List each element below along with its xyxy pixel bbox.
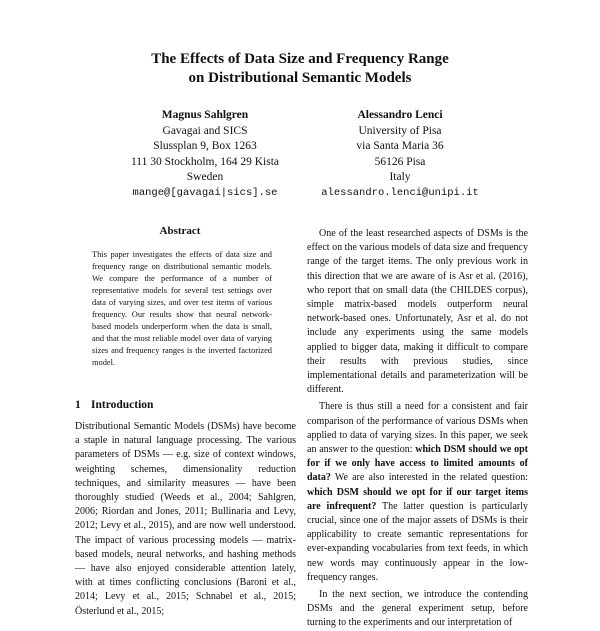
research-question-2: which DSM should we opt for if our target items are infrequent? (307, 486, 528, 512)
paragraph-text: The latter question is particularly crucial, since one of the major assets of DSMs is their applicability to create semantic representations for ever-expanding vocabularies from text feeds, in which new words may continuously appear in the low-frequency ranges. (307, 500, 528, 583)
author-name: Magnus Sahlgren (161, 109, 249, 121)
author-address-line: 56126 Pisa (374, 155, 426, 168)
author-address-line: Slussplan 9, Box 1263 (153, 140, 257, 152)
paper-title (0, 50, 600, 88)
body-paragraph: One of the least researched aspects of DSMs is the effect on the various models of data size and frequency range of the target items. The only previous work in this direction that we are aware of is Asr et al. (2016), who report that on small data (the CHILDES corpus), simple matrix-based models outperform neural network-based ones. Unfortunately, Asr et al. do not include any experiments using the same models applied to bigger data, making it difficult to compare their results with previous studies, since implementational details and parameterization will be different. (307, 228, 528, 396)
section-number: 1 (75, 399, 81, 411)
author-country: Italy (389, 171, 411, 183)
introduction-paragraph: Distributional Semantic Models (DSMs) have become a staple in natural language processing. The various parameters of DSMs — e.g. size of context windows, weighting schemes, dimensionality reduction techniques, and similarity measures — have been thoroughly studied (Weeds et al., 2004; Sahlgren, 2006; Riordan and Jones, 2011; Bullinaria and Levy, 2012; Levy et al., 2015), and are now well understood. The impact of various processing models — matrix-based models, neural networks, and hashing methods — have also enjoyed considerable attention lately, with at times conflicting conclusions (Baroni et al., 2014; Levy et al., 2015; Schnabel et al., 2015; Österlund et al., 2015; (75, 421, 296, 617)
author-affiliation: University of Pisa (358, 124, 442, 137)
body-paragraph: In the next section, we introduce the contending DSMs and the general experiment setup, before turning to the experiments and our interpretation of (307, 589, 528, 629)
title-line-2: on Distributional Semantic Models (188, 70, 412, 86)
right-column-body (307, 227, 528, 631)
section-title: Introduction (91, 399, 154, 411)
title-line-1: The Effects of Data Size and Frequency Range (151, 51, 449, 67)
author-affiliation: Gavagai and SICS (162, 124, 248, 137)
abstract-heading: Abstract (159, 225, 201, 237)
section-heading-introduction (75, 399, 153, 411)
abstract-text: This paper investigates the effects of data size and frequency range on distributional semantic models. We compare the performance of a number of representative models for several test settings over data of varying sizes, and over test items of various frequency. Our results show that neural network-based models underperform when the data is small, and that the most reliable model over data of varying sizes and frequency ranges is the inverted factorized model. (92, 250, 272, 367)
author-country: Sweden (186, 171, 224, 183)
paragraph-text: We are also interested in the related question: (334, 472, 528, 484)
left-column-body (75, 420, 296, 619)
author-name: Alessandro Lenci (357, 109, 443, 121)
author-email: alessandro.lenci@unipi.it (321, 186, 479, 199)
research-question-1: which DSM should we opt for if we only have access to limited amounts of data? (307, 444, 528, 484)
author-address-line: 111 30 Stockholm, 164 29 Kista (130, 155, 279, 168)
author-block-sahlgren (95, 108, 315, 201)
paragraph-text: There is thus still a need for a consistent and fair comparison of the performance of various DSMs when applied to data of varying sizes. In this paper, we seek an answer to the question: (307, 401, 528, 456)
body-paragraph-questions (307, 400, 528, 585)
author-address-line: via Santa Maria 36 (356, 140, 444, 152)
author-block-lenci (290, 108, 510, 201)
author-email: mange@[gavagai|sics].se (132, 186, 278, 199)
